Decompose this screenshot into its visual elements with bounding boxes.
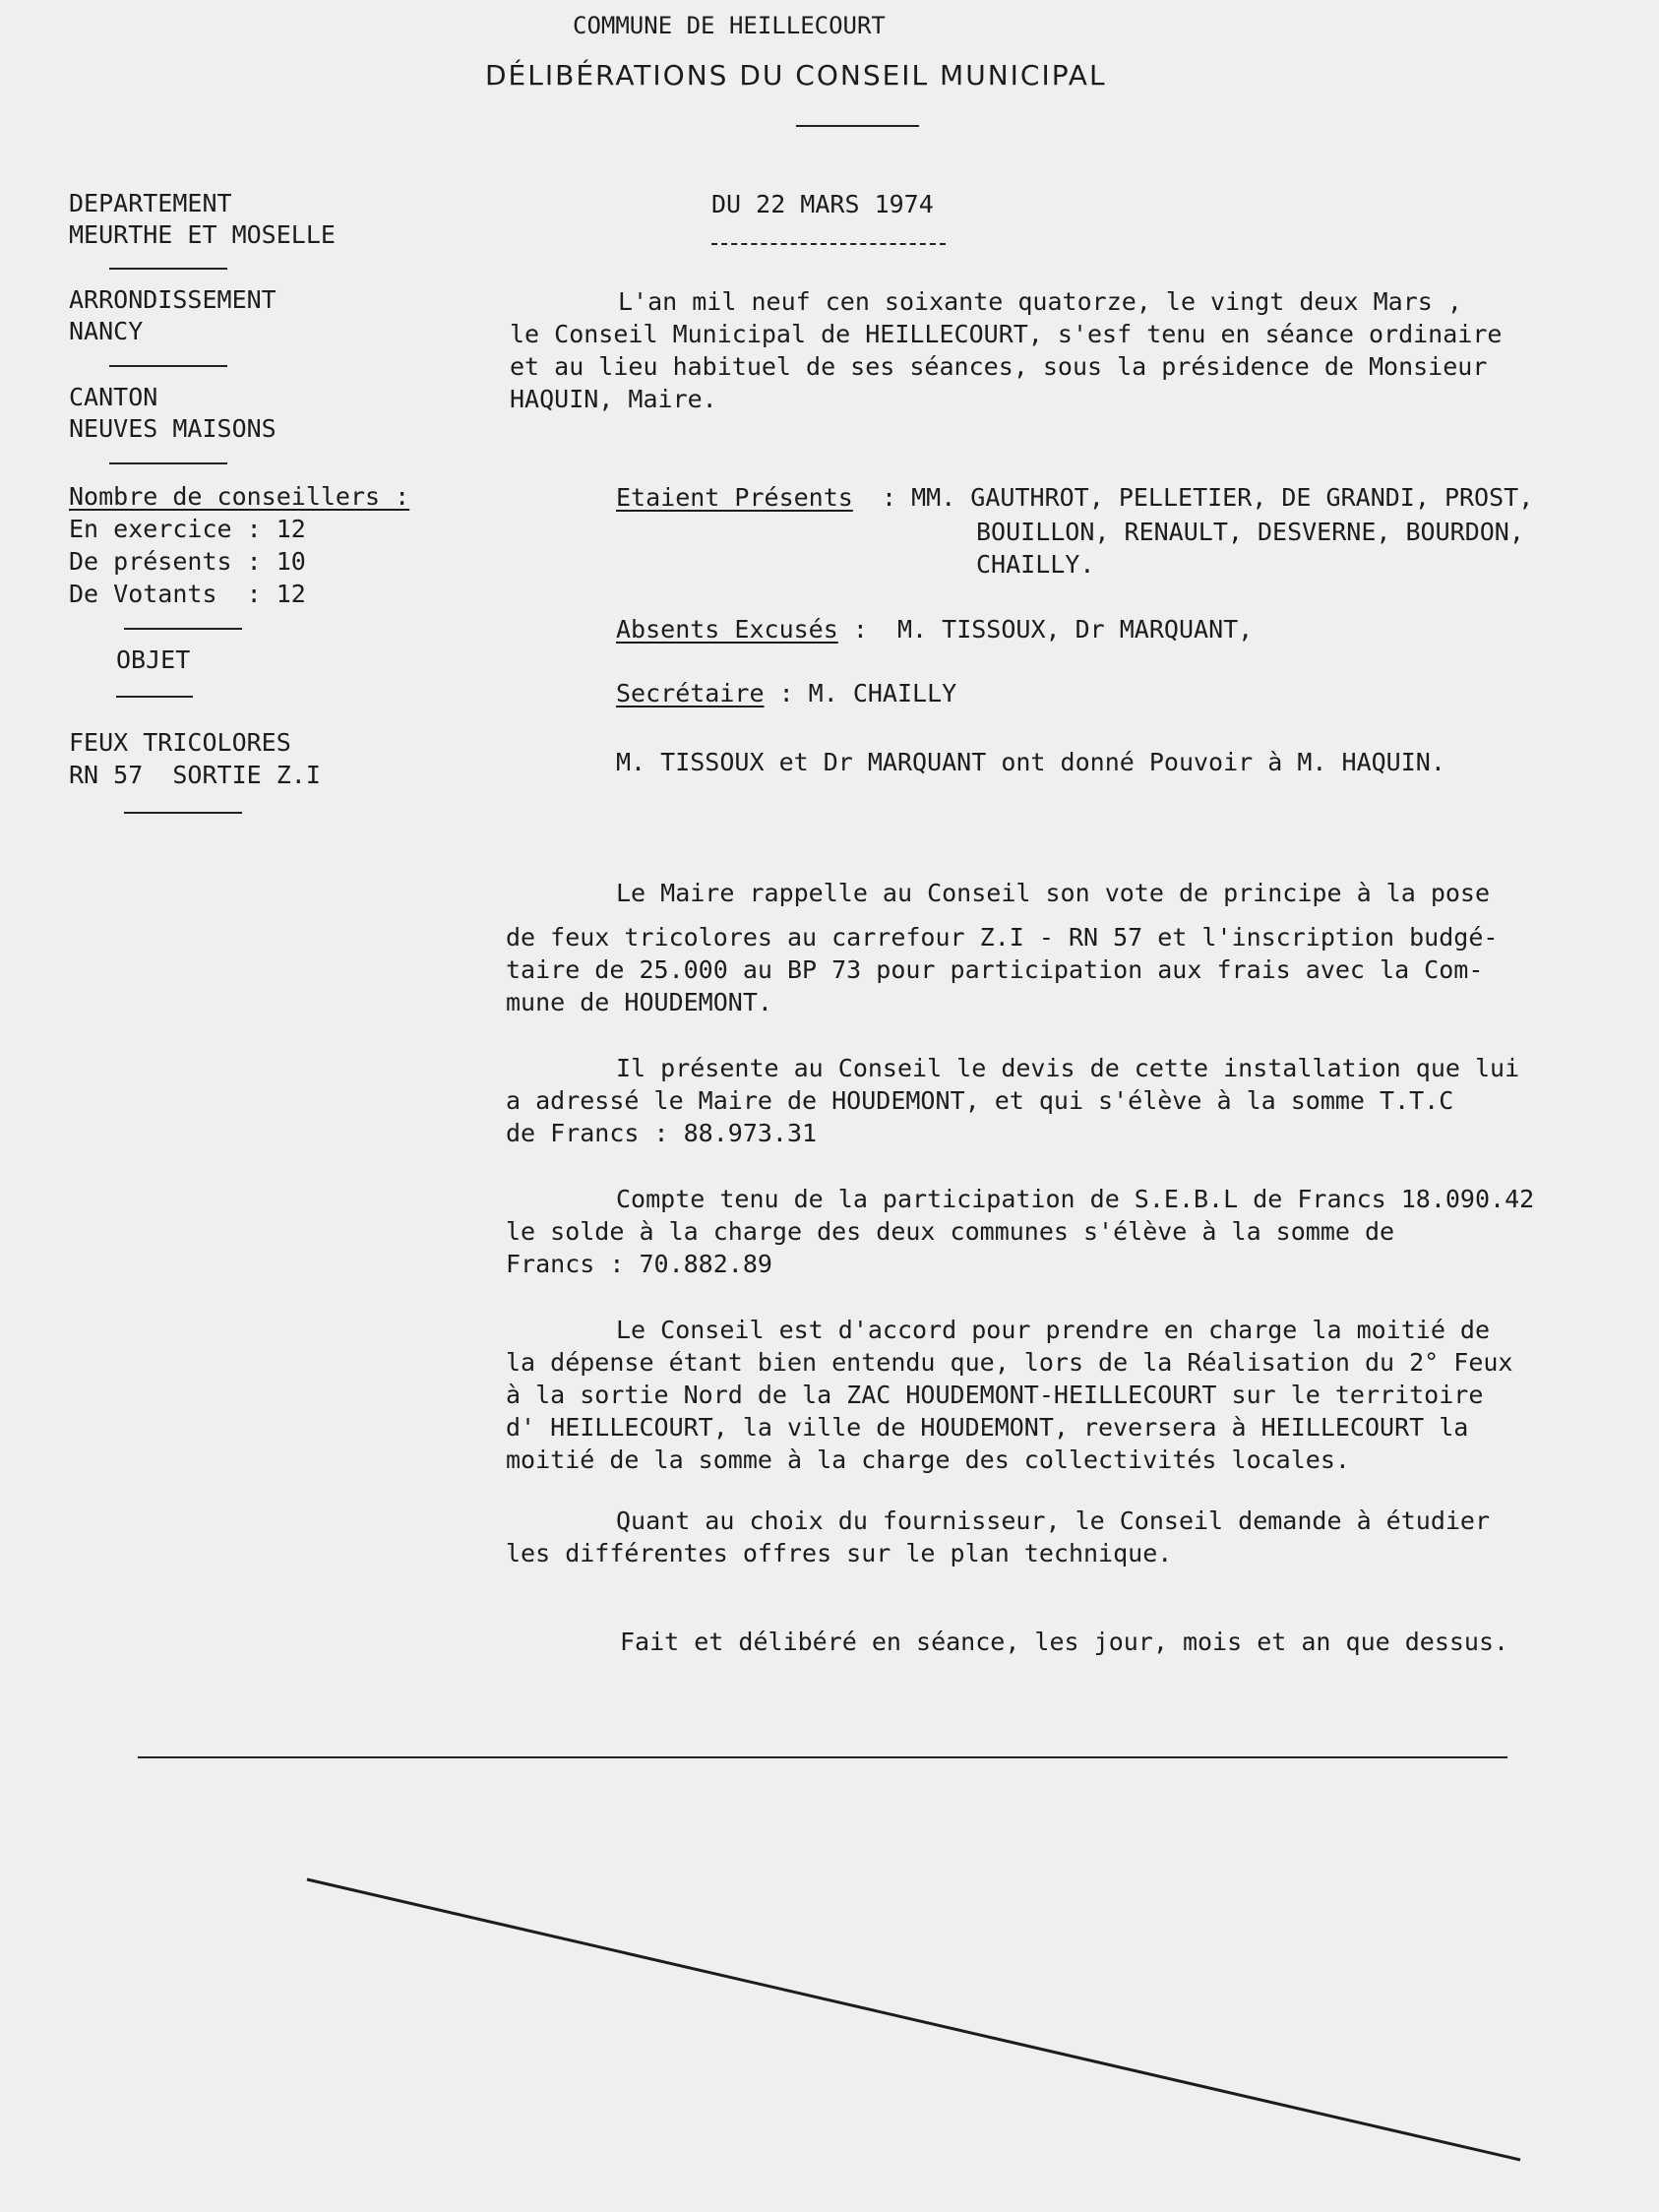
objet-line-2: RN 57 SORTIE Z.I — [69, 761, 321, 789]
canton-value: NEUVES MAISONS — [69, 414, 276, 443]
body-line: Francs : 70.882.89 — [506, 1250, 772, 1278]
arrondissement-value: NANCY — [69, 317, 144, 345]
bottom-rule — [138, 1756, 1507, 1758]
intro-line: L'an mil neuf cen soixante quatorze, le vingt deux Mars , — [618, 287, 1462, 316]
sidebar-divider — [109, 462, 227, 464]
objet-label: OBJET — [116, 645, 191, 674]
closing-line: Fait et délibéré en séance, les jour, mois et an que dessus. — [620, 1628, 1509, 1656]
arrondissement-label: ARRONDISSEMENT — [69, 285, 276, 314]
presents-line: CHAILLY. — [976, 550, 1095, 579]
intro-line: et au lieu habituel de ses séances, sous la présidence de Monsieur — [510, 352, 1488, 381]
body-line: le solde à la charge des deux communes s'élève à la somme de — [506, 1217, 1395, 1246]
conseillers-label: Nombre de conseillers : — [69, 482, 410, 511]
sidebar-divider — [116, 696, 193, 698]
canton-label: CANTON — [69, 383, 158, 411]
departement-label: DEPARTEMENT — [69, 189, 232, 217]
presents-line: : MM. GAUTHROT, PELLETIER, DE GRANDI, PROST, — [882, 483, 1534, 512]
presents-line: BOUILLON, RENAULT, DESVERNE, BOURDON, — [976, 518, 1524, 546]
body-line: Quant au choix du fournisseur, le Conseil demande à étudier — [616, 1506, 1491, 1535]
sidebar-divider — [109, 268, 227, 270]
body-line: la dépense étant bien entendu que, lors de la Réalisation du 2° Feux — [506, 1348, 1513, 1377]
sidebar-divider — [109, 365, 227, 367]
document-title: DÉLIBÉRATIONS DU CONSEIL MUNICIPAL — [485, 59, 1107, 92]
sidebar-divider — [124, 812, 242, 814]
conseillers-votants: De Votants : 12 — [69, 580, 306, 608]
conseillers-presents: De présents : 10 — [69, 547, 306, 576]
body-line: Le Conseil est d'accord pour prendre en charge la moitié de — [616, 1316, 1491, 1344]
intro-line: le Conseil Municipal de HEILLECOURT, s'esf tenu en séance ordinaire — [510, 320, 1503, 348]
body-line: de Francs : 88.973.31 — [506, 1119, 818, 1147]
conseillers-exercice: En exercice : 12 — [69, 515, 306, 543]
session-date: DU 22 MARS 1974 — [711, 190, 934, 218]
absents-value: : M. TISSOUX, Dr MARQUANT, — [837, 615, 1254, 644]
sidebar-divider — [124, 628, 242, 630]
body-line: taire de 25.000 au BP 73 pour participation aux frais avec la Com- — [506, 955, 1484, 984]
body-line: d' HEILLECOURT, la ville de HOUDEMONT, reversera à HEILLECOURT la — [506, 1413, 1469, 1442]
body-line: les différentes offres sur le plan technique. — [506, 1539, 1173, 1567]
secretaire-label: Secrétaire — [616, 679, 765, 707]
absents-row — [616, 615, 1253, 644]
secretaire-value: : M. CHAILLY — [764, 679, 957, 707]
body-line: a adressé le Maire de HOUDEMONT, et qui s'élève à la somme T.T.C — [506, 1086, 1454, 1115]
pouvoir-line: M. TISSOUX et Dr MARQUANT ont donné Pouvoir à M. HAQUIN. — [616, 748, 1445, 776]
absents-label: Absents Excusés — [616, 615, 838, 644]
presents-label: Etaient Présents — [616, 483, 853, 512]
body-line: Le Maire rappelle au Conseil son vote de principe à la pose — [616, 879, 1491, 907]
body-line: mune de HOUDEMONT. — [506, 988, 772, 1016]
date-divider — [711, 243, 946, 245]
body-line: Compte tenu de la participation de S.E.B.L de Francs 18.090.42 — [616, 1185, 1535, 1213]
title-divider — [796, 125, 919, 127]
commune-title: COMMUNE DE HEILLECOURT — [573, 12, 886, 39]
objet-line-1: FEUX TRICOLORES — [69, 728, 291, 757]
secretaire-row — [616, 679, 956, 707]
body-line: de feux tricolores au carrefour Z.I - RN 57 et l'inscription budgé- — [506, 923, 1499, 952]
body-line: Il présente au Conseil le devis de cette installation que lui — [616, 1054, 1520, 1082]
departement-value: MEURTHE ET MOSELLE — [69, 220, 336, 249]
body-line: moitié de la somme à la charge des collectivités locales. — [506, 1445, 1350, 1474]
body-line: à la sortie Nord de la ZAC HOUDEMONT-HEILLECOURT sur le territoire — [506, 1381, 1484, 1409]
intro-line: HAQUIN, Maire. — [510, 385, 717, 413]
